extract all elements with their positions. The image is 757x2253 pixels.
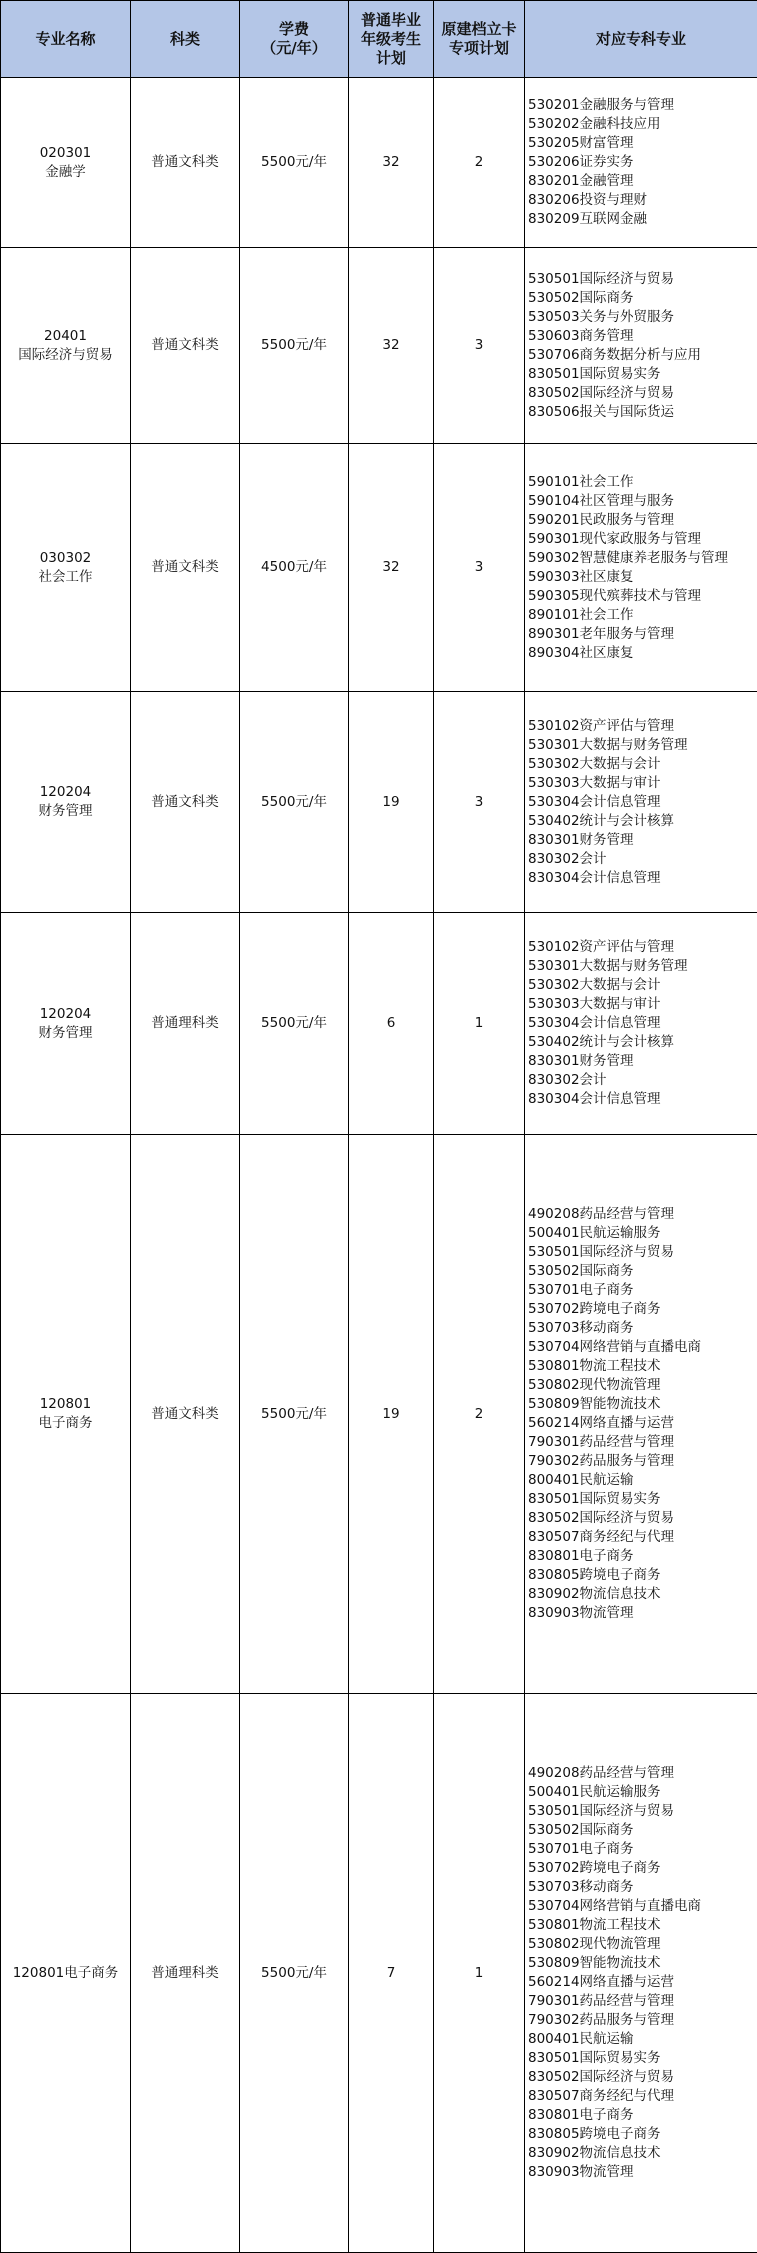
corresponding-major-item: 490208药品经营与管理 bbox=[528, 1764, 757, 1783]
corresponding-major-item: 530704网络营销与直播电商 bbox=[528, 1897, 757, 1916]
corresponding-major-item: 830302会计 bbox=[528, 1071, 757, 1090]
tuition-cell: 5500元/年 bbox=[240, 913, 349, 1135]
corresponding-major-item: 530801物流工程技术 bbox=[528, 1916, 757, 1935]
special-plan-cell: 2 bbox=[434, 1135, 525, 1694]
corresponding-major-item: 830507商务经纪与代理 bbox=[528, 1528, 757, 1547]
special-plan-cell: 1 bbox=[434, 913, 525, 1135]
tuition-cell: 5500元/年 bbox=[240, 692, 349, 913]
corresponding-major-item: 830801电子商务 bbox=[528, 1547, 757, 1566]
header-regular-plan-line-2: 年级考生 bbox=[349, 30, 433, 49]
major-name: 国际经济与贸易 bbox=[1, 346, 130, 365]
corresponding-major-item: 500401民航运输服务 bbox=[528, 1224, 757, 1243]
corresponding-major-item: 790301药品经营与管理 bbox=[528, 1433, 757, 1452]
major-name: 社会工作 bbox=[1, 568, 130, 587]
regular-plan-cell: 7 bbox=[349, 1694, 434, 2253]
header-regular-plan bbox=[349, 1, 434, 78]
corresponding-major-item: 530703移动商务 bbox=[528, 1878, 757, 1897]
corresponding-major-item: 830902物流信息技术 bbox=[528, 2144, 757, 2163]
category-cell: 普通文科类 bbox=[131, 1135, 240, 1694]
header-special-plan bbox=[434, 1, 525, 78]
special-plan-cell: 1 bbox=[434, 1694, 525, 2253]
corresponding-major-item: 490208药品经营与管理 bbox=[528, 1205, 757, 1224]
major-name-cell bbox=[1, 692, 131, 913]
table-row bbox=[1, 1694, 757, 2253]
table-row bbox=[1, 248, 757, 444]
corresponding-major-item: 530809智能物流技术 bbox=[528, 1954, 757, 1973]
corresponding-major-item: 530402统计与会计核算 bbox=[528, 1033, 757, 1052]
corresponding-major-item: 530205财富管理 bbox=[528, 134, 757, 153]
corresponding-major-item: 530502国际商务 bbox=[528, 1821, 757, 1840]
corresponding-major-item: 530701电子商务 bbox=[528, 1840, 757, 1859]
category-cell: 普通理科类 bbox=[131, 913, 240, 1135]
corresponding-major-item: 800401民航运输 bbox=[528, 2030, 757, 2049]
category-cell: 普通文科类 bbox=[131, 692, 240, 913]
corresponding-major-item: 890101社会工作 bbox=[528, 606, 757, 625]
corresponding-major-item: 590104社区管理与服务 bbox=[528, 492, 757, 511]
corresponding-major-item: 530102资产评估与管理 bbox=[528, 938, 757, 957]
corresponding-major-item: 530301大数据与财务管理 bbox=[528, 957, 757, 976]
header-category: 科类 bbox=[131, 1, 240, 78]
corresponding-major-item: 530503关务与外贸服务 bbox=[528, 308, 757, 327]
header-special-plan-line-2: 专项计划 bbox=[434, 39, 524, 58]
header-major-name: 专业名称 bbox=[1, 1, 131, 78]
special-plan-cell: 3 bbox=[434, 248, 525, 444]
corresponding-major-item: 530304会计信息管理 bbox=[528, 793, 757, 812]
corresponding-major-item: 530303大数据与审计 bbox=[528, 995, 757, 1014]
corresponding-major-item: 530802现代物流管理 bbox=[528, 1376, 757, 1395]
regular-plan-cell: 19 bbox=[349, 1135, 434, 1694]
corresponding-major-item: 890301老年服务与管理 bbox=[528, 625, 757, 644]
corresponding-majors-cell bbox=[525, 692, 757, 913]
corresponding-majors-cell bbox=[525, 444, 757, 692]
corresponding-major-item: 830801电子商务 bbox=[528, 2106, 757, 2125]
corresponding-majors-cell bbox=[525, 78, 757, 248]
corresponding-major-item: 530201金融服务与管理 bbox=[528, 96, 757, 115]
corresponding-major-item: 800401民航运输 bbox=[528, 1471, 757, 1490]
major-name-cell bbox=[1, 1694, 131, 2253]
major-name: 财务管理 bbox=[1, 802, 130, 821]
corresponding-major-item: 830206投资与理财 bbox=[528, 191, 757, 210]
major-code: 120204 bbox=[1, 783, 130, 802]
corresponding-major-item: 590303社区康复 bbox=[528, 568, 757, 587]
special-plan-cell: 3 bbox=[434, 692, 525, 913]
major-code: 020301 bbox=[1, 144, 130, 163]
header-tuition-line-2: （元/年） bbox=[240, 39, 348, 58]
corresponding-major-item: 790302药品服务与管理 bbox=[528, 2011, 757, 2030]
corresponding-majors-cell bbox=[525, 913, 757, 1135]
corresponding-major-item: 530703移动商务 bbox=[528, 1319, 757, 1338]
corresponding-major-item: 590101社会工作 bbox=[528, 473, 757, 492]
major-name: 电子商务 bbox=[1, 1414, 130, 1433]
tuition-cell: 5500元/年 bbox=[240, 78, 349, 248]
header-corresponding-majors: 对应专科专业 bbox=[525, 1, 757, 78]
tuition-cell: 4500元/年 bbox=[240, 444, 349, 692]
corresponding-major-item: 530102资产评估与管理 bbox=[528, 717, 757, 736]
corresponding-majors-cell bbox=[525, 1135, 757, 1694]
corresponding-major-item: 530704网络营销与直播电商 bbox=[528, 1338, 757, 1357]
category-cell: 普通文科类 bbox=[131, 444, 240, 692]
corresponding-major-item: 530402统计与会计核算 bbox=[528, 812, 757, 831]
corresponding-major-item: 830805跨境电子商务 bbox=[528, 2125, 757, 2144]
corresponding-major-item: 830902物流信息技术 bbox=[528, 1585, 757, 1604]
corresponding-major-item: 830903物流管理 bbox=[528, 1604, 757, 1623]
major-name-cell bbox=[1, 248, 131, 444]
corresponding-major-item: 500401民航运输服务 bbox=[528, 1783, 757, 1802]
special-plan-cell: 3 bbox=[434, 444, 525, 692]
header-special-plan-line-1: 原建档立卡 bbox=[434, 20, 524, 39]
corresponding-major-item: 830903物流管理 bbox=[528, 2163, 757, 2182]
corresponding-major-item: 790301药品经营与管理 bbox=[528, 1992, 757, 2011]
corresponding-major-item: 830302会计 bbox=[528, 850, 757, 869]
category-cell: 普通文科类 bbox=[131, 248, 240, 444]
category-cell: 普通理科类 bbox=[131, 1694, 240, 2253]
table-row bbox=[1, 913, 757, 1135]
major-name: 电子商务 bbox=[64, 1965, 118, 1981]
corresponding-major-item: 830501国际贸易实务 bbox=[528, 365, 757, 384]
corresponding-major-item: 830201金融管理 bbox=[528, 172, 757, 191]
corresponding-major-item: 530809智能物流技术 bbox=[528, 1395, 757, 1414]
table-row bbox=[1, 692, 757, 913]
corresponding-major-item: 830304会计信息管理 bbox=[528, 1090, 757, 1109]
corresponding-major-item: 530702跨境电子商务 bbox=[528, 1859, 757, 1878]
regular-plan-cell: 6 bbox=[349, 913, 434, 1135]
corresponding-major-item: 530706商务数据分析与应用 bbox=[528, 346, 757, 365]
regular-plan-cell: 19 bbox=[349, 692, 434, 913]
regular-plan-cell: 32 bbox=[349, 444, 434, 692]
corresponding-major-item: 530206证券实务 bbox=[528, 153, 757, 172]
major-code: 20401 bbox=[1, 327, 130, 346]
corresponding-major-item: 830805跨境电子商务 bbox=[528, 1566, 757, 1585]
major-code: 030302 bbox=[1, 549, 130, 568]
corresponding-major-item: 830501国际贸易实务 bbox=[528, 2049, 757, 2068]
major-name: 金融学 bbox=[1, 163, 130, 182]
corresponding-majors-cell bbox=[525, 248, 757, 444]
corresponding-major-item: 830301财务管理 bbox=[528, 831, 757, 850]
table-row bbox=[1, 1135, 757, 1694]
corresponding-major-item: 890304社区康复 bbox=[528, 644, 757, 663]
corresponding-major-item: 830506报关与国际货运 bbox=[528, 403, 757, 422]
corresponding-major-item: 830304会计信息管理 bbox=[528, 869, 757, 888]
corresponding-major-item: 830502国际经济与贸易 bbox=[528, 384, 757, 403]
corresponding-major-item: 530301大数据与财务管理 bbox=[528, 736, 757, 755]
header-tuition bbox=[240, 1, 349, 78]
corresponding-major-item: 530603商务管理 bbox=[528, 327, 757, 346]
major-name: 财务管理 bbox=[1, 1024, 130, 1043]
major-name-cell bbox=[1, 1135, 131, 1694]
corresponding-major-item: 590201民政服务与管理 bbox=[528, 511, 757, 530]
corresponding-major-item: 530802现代物流管理 bbox=[528, 1935, 757, 1954]
corresponding-major-item: 530302大数据与会计 bbox=[528, 755, 757, 774]
header-regular-plan-line-1: 普通毕业 bbox=[349, 11, 433, 30]
header-row bbox=[1, 1, 757, 78]
table-row bbox=[1, 444, 757, 692]
corresponding-major-item: 530501国际经济与贸易 bbox=[528, 1802, 757, 1821]
corresponding-major-item: 560214网络直播与运营 bbox=[528, 1973, 757, 1992]
corresponding-major-item: 830507商务经纪与代理 bbox=[528, 2087, 757, 2106]
corresponding-major-item: 560214网络直播与运营 bbox=[528, 1414, 757, 1433]
corresponding-major-item: 830502国际经济与贸易 bbox=[528, 2068, 757, 2087]
special-plan-cell: 2 bbox=[434, 78, 525, 248]
corresponding-major-item: 590305现代殡葬技术与管理 bbox=[528, 587, 757, 606]
corresponding-major-item: 530304会计信息管理 bbox=[528, 1014, 757, 1033]
corresponding-majors-cell bbox=[525, 1694, 757, 2253]
major-code: 120204 bbox=[1, 1005, 130, 1024]
corresponding-major-item: 530501国际经济与贸易 bbox=[528, 1243, 757, 1262]
tuition-cell: 5500元/年 bbox=[240, 1694, 349, 2253]
header-tuition-line-1: 学费 bbox=[240, 20, 348, 39]
corresponding-major-item: 530502国际商务 bbox=[528, 1262, 757, 1281]
corresponding-major-item: 530501国际经济与贸易 bbox=[528, 270, 757, 289]
corresponding-major-item: 530502国际商务 bbox=[528, 289, 757, 308]
major-code: 120801 bbox=[1, 1395, 130, 1414]
header-regular-plan-line-3: 计划 bbox=[349, 49, 433, 68]
major-code: 120801 bbox=[13, 1965, 65, 1981]
corresponding-major-item: 530701电子商务 bbox=[528, 1281, 757, 1300]
corresponding-major-item: 530303大数据与审计 bbox=[528, 774, 757, 793]
tuition-cell: 5500元/年 bbox=[240, 248, 349, 444]
major-name-cell bbox=[1, 78, 131, 248]
corresponding-major-item: 530202金融科技应用 bbox=[528, 115, 757, 134]
tuition-cell: 5500元/年 bbox=[240, 1135, 349, 1694]
regular-plan-cell: 32 bbox=[349, 78, 434, 248]
corresponding-major-item: 590301现代家政服务与管理 bbox=[528, 530, 757, 549]
table-row bbox=[1, 78, 757, 248]
corresponding-major-item: 830502国际经济与贸易 bbox=[528, 1509, 757, 1528]
corresponding-major-item: 530702跨境电子商务 bbox=[528, 1300, 757, 1319]
category-cell: 普通文科类 bbox=[131, 78, 240, 248]
corresponding-major-item: 530801物流工程技术 bbox=[528, 1357, 757, 1376]
major-name-cell bbox=[1, 444, 131, 692]
corresponding-major-item: 790302药品服务与管理 bbox=[528, 1452, 757, 1471]
corresponding-major-item: 830209互联网金融 bbox=[528, 210, 757, 229]
corresponding-major-item: 830501国际贸易实务 bbox=[528, 1490, 757, 1509]
major-name-cell bbox=[1, 913, 131, 1135]
corresponding-major-item: 530302大数据与会计 bbox=[528, 976, 757, 995]
corresponding-major-item: 830301财务管理 bbox=[528, 1052, 757, 1071]
corresponding-major-item: 590302智慧健康养老服务与管理 bbox=[528, 549, 757, 568]
regular-plan-cell: 32 bbox=[349, 248, 434, 444]
